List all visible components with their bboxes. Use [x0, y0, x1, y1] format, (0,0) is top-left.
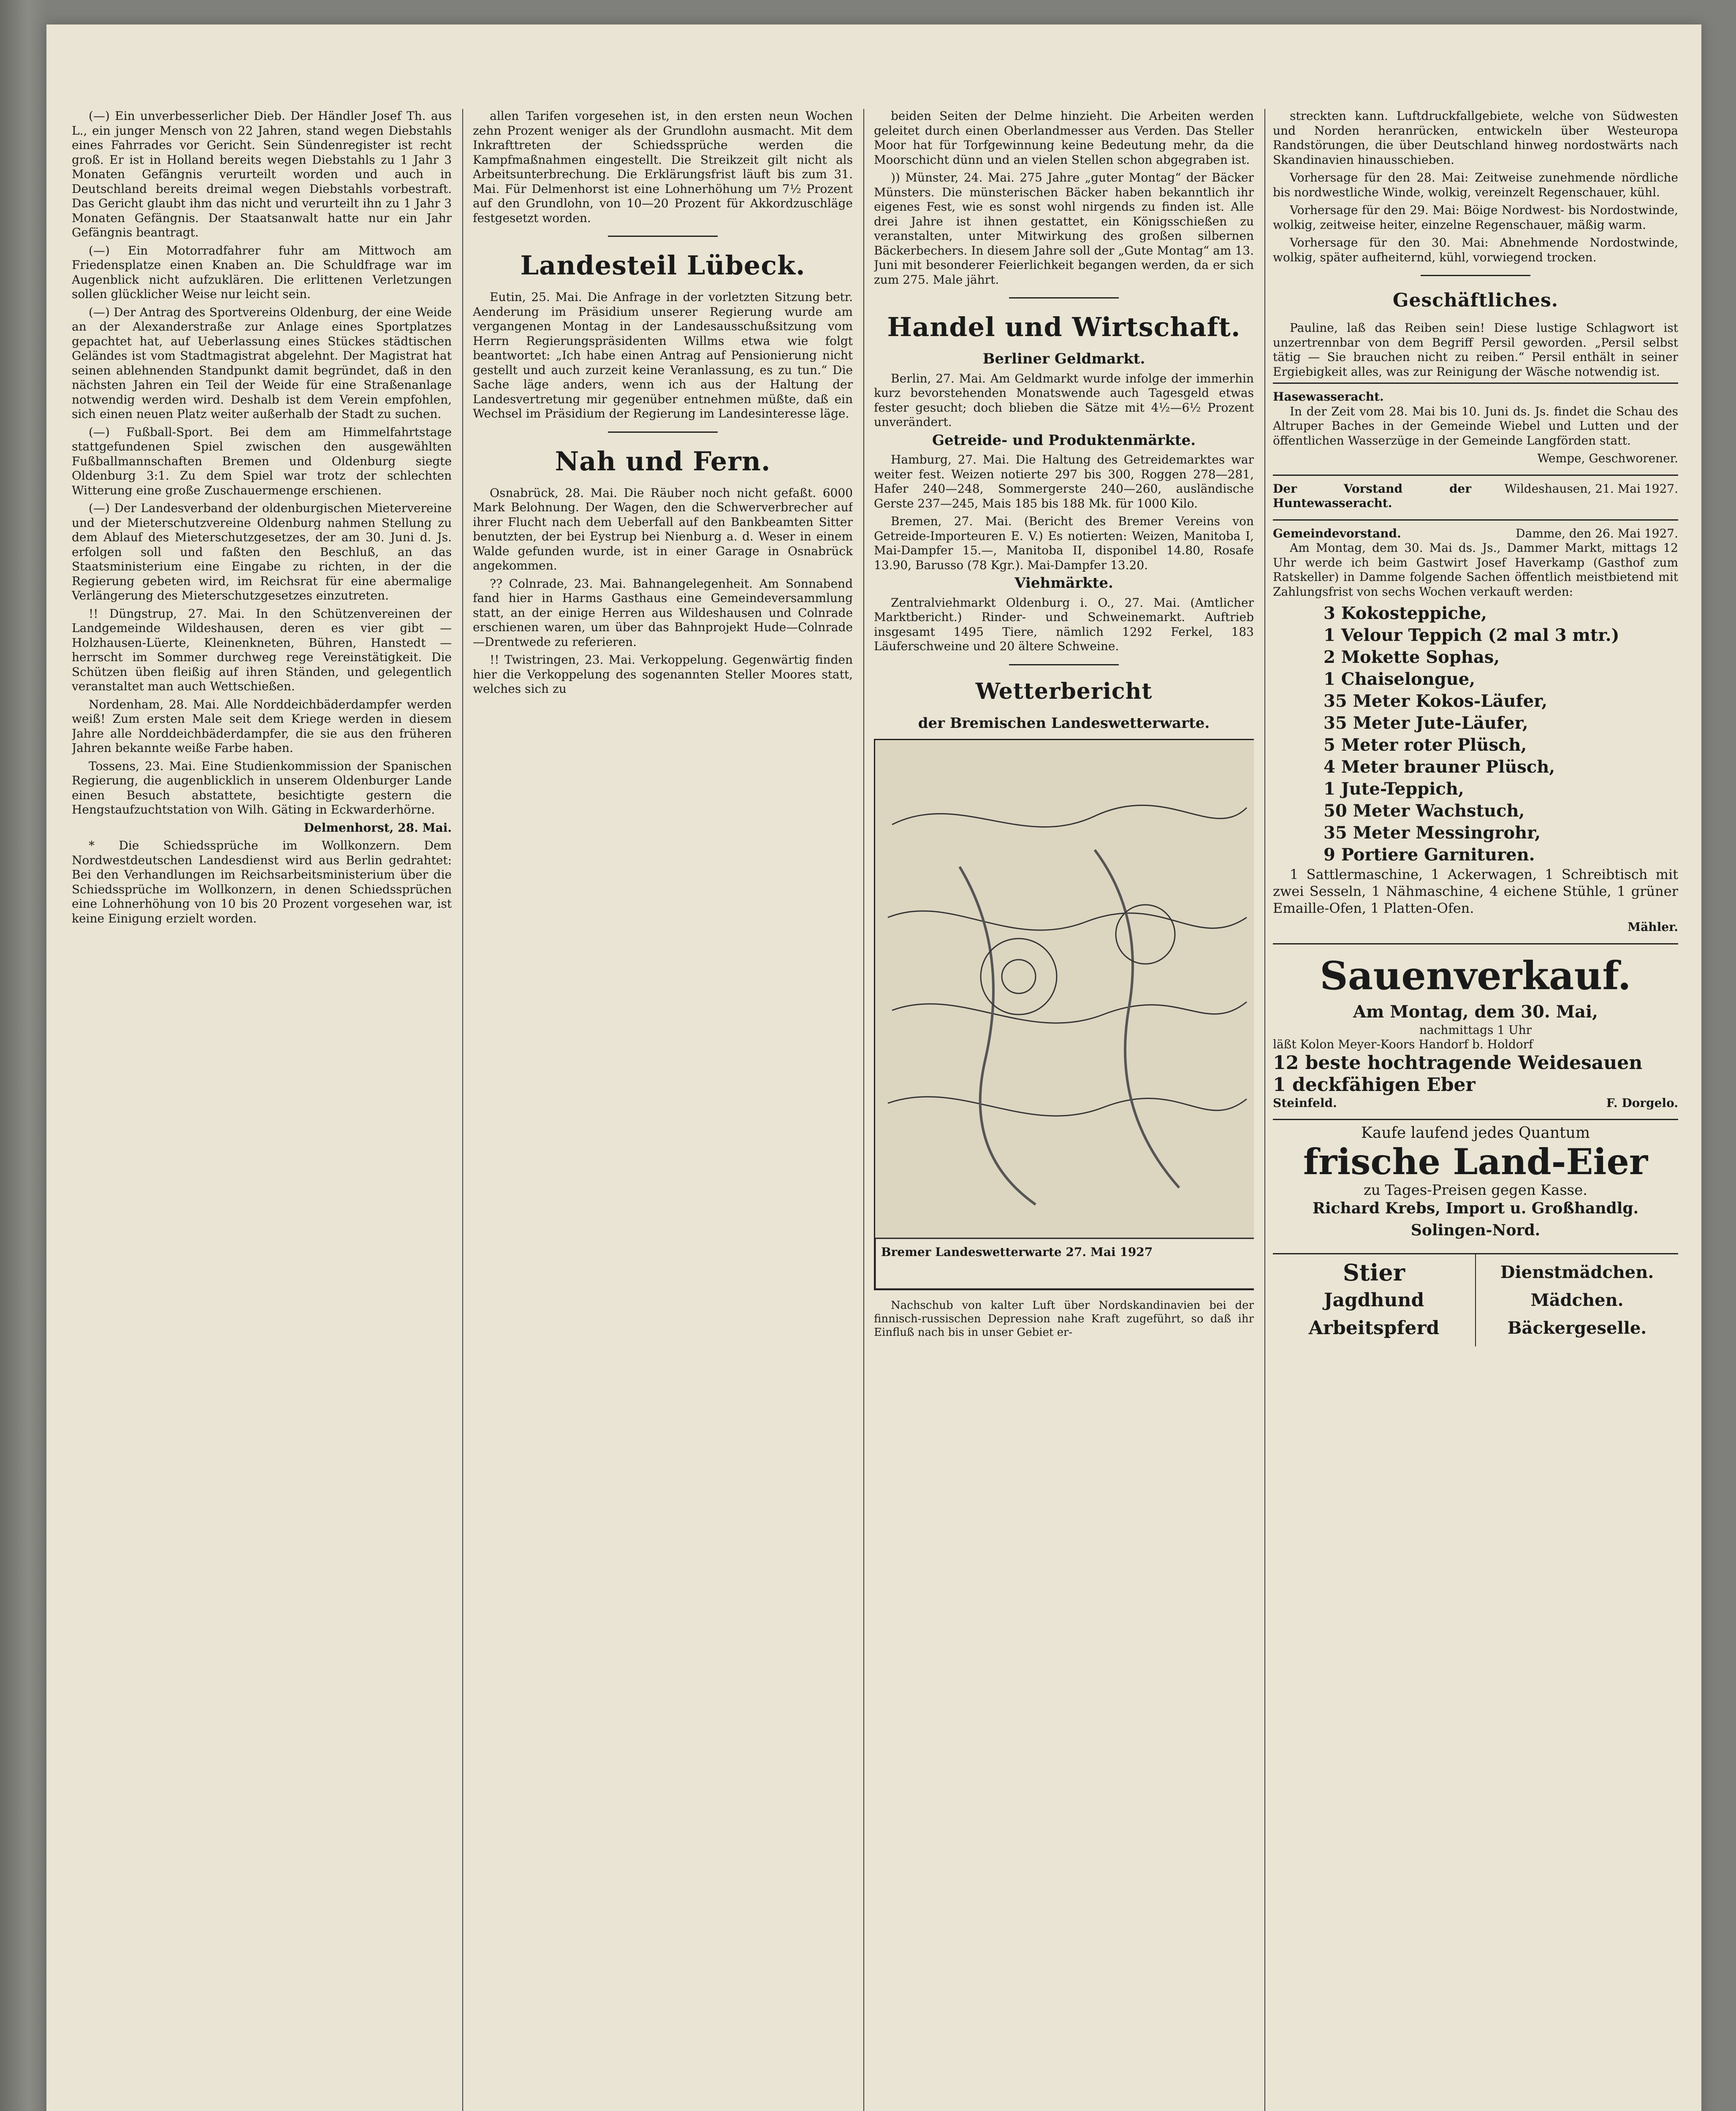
ad-small-left: [1273, 1254, 1476, 1346]
auction-item: 1 Jute-Teppich,: [1324, 779, 1464, 799]
column-4: [1273, 109, 1678, 2111]
article: ?? Colnrade, 23. Mai. Bahnangelegenheit. Am Sonnabend fand hier in Harms Gasthaus eine Gemeindeversammlung statt, an der einige Herren aus Wildeshausen und Colnrade erschienen waren, um über das Bahnprojekt Hude—Colnrade—Drentwede zu referieren.: [473, 576, 853, 649]
divider: [608, 236, 718, 237]
article: Tossens, 23. Mai. Eine Studienkommission der Spanischen Regierung, die augenblicklich in unserem Oldenburger Lande einen Besuch abstattete, besichtigte gestern die Hengstaufzuchtstation von Wilh. Gäting in Eckwarderhörne.: [72, 759, 452, 817]
ad-text: Kaufe laufend jedes Quantum: [1361, 1124, 1590, 1142]
ad-hasewasseracht: [1273, 383, 1678, 472]
article: Pauline, laß das Reiben sein! Diese lustige Schlagwort ist unzertrennbar von dem Begriff Persil geworden. „Persil selbst tätig — Sie brauchen nicht zu reiben.“ Persil enthält in seiner Ergiebigkeit alles, was zur Reinigung der Wäsche notwendig ist.: [1273, 321, 1678, 379]
column-rule: [462, 109, 463, 2111]
ad-headline: Sauenverkauf.: [1320, 952, 1631, 999]
article: Osnabrück, 28. Mai. Die Räuber noch nicht gefaßt. 6000 Mark Belohnung. Der Wagen, den die Schwerverbrecher auf ihrer Flucht nach dem Ueberfall auf den Bankbeamten Sitter benutzten, der bei Eystrup bei Nienburg a. d. Weser in einem Walde gefunden wurde, ist in einer Garage in Osnabrück angekommen.: [473, 486, 853, 573]
ad-text: Am Montag, dem 30. Mai ds. Js., Dammer Markt, mittags 12 Uhr werde ich beim Gastwirt Josef Haverkamp (Gasthof zum Ratskeller) in Damme folgende Sachen öffentlich meistbietend mit Zahlungsfrist von sechs Wochen verkauft werden:: [1273, 541, 1678, 599]
ad-headline: Stier: [1343, 1259, 1405, 1286]
ad-text: zu Tages-Preisen gegen Kasse.: [1363, 1181, 1588, 1199]
ad-text: läßt Kolon Meyer-Koors Handorf b. Holdorf: [1273, 1037, 1533, 1051]
ad-headline: Mädchen.: [1530, 1290, 1624, 1310]
article: (—) Der Antrag des Sportvereins Oldenburg, der eine Weide an der Alexanderstraße zur Anlage eines Sportplatzes gepachtet hat, auf Ueberlassung eines Stückes städtischen Geländes ist vom Stadtmagistrat abgelehnt. Der Magistrat hat seinen ablehnenden Standpunkt damit begründet, daß in den nächsten Jahren ein Teil der Weide für eine Straßenanlage notwendig werden wird. Deshalb ist dem Verein empfohlen, sich einen neuen Platz weiter außerhalb der Stadt zu suchen.: [72, 305, 452, 421]
ad-signature: Mähler.: [1628, 920, 1678, 934]
subheading: Getreide- und Produktenmärkte.: [932, 431, 1196, 449]
divider: [1421, 275, 1530, 276]
ad-huntewasseracht: [1273, 475, 1678, 517]
ad-small-right: [1476, 1254, 1678, 1346]
article: !! Twistringen, 23. Mai. Verkoppelung. Gegenwärtig finden hier die Verkoppelung des sogenannten Steller Moores statt, welches sich zu: [473, 653, 853, 696]
article: (—) Ein unverbesserlicher Dieb. Der Händler Josef Th. aus L., ein junger Mensch von 22 Jahren, stand wegen Diebstahls eines Fahrrades vor Gericht. Sein Sündenregister ist recht groß. Er ist in Holland bereits wegen Diebstahls zu 1 Jahr 3 Monaten Gefängnis verurteilt worden und auch in Deutschland bereits dreimal wegen Diebstahls vorbestraft. Das Gericht glaubt ihm das nicht und verurteilt ihn zu 1 Jahr 3 Monaten Gefängnis. Der Staatsanwalt hatte nur ein Jahr Gefängnis beantragt.: [72, 109, 452, 239]
subheading: Berliner Geldmarkt.: [982, 350, 1145, 367]
subheading: Viehmärkte.: [1014, 575, 1113, 592]
column-rule: [863, 109, 864, 2111]
divider: [1009, 664, 1119, 665]
ad-headline: Bäckergeselle.: [1507, 1318, 1647, 1338]
auction-item: 4 Meter brauner Plüsch,: [1324, 757, 1555, 777]
ad-headline: Dienstmädchen.: [1500, 1262, 1654, 1282]
ad-company: Richard Krebs, Import u. Großhandlg.: [1312, 1199, 1639, 1217]
ad-headline: frische Land-Eier: [1303, 1140, 1648, 1183]
article: Berlin, 27. Mai. Am Geldmarkt wurde infolge der immerhin kurz bevorstehenden Monatswende auch Tagesgeld etwas fester gesucht; doch blieben die Sätze mit 4½—6½ Prozent unverändert.: [874, 371, 1254, 429]
section-heading: Handel und Wirtschaft.: [887, 312, 1241, 342]
ad-title: Der Vorstand der Huntewasseracht.: [1273, 481, 1471, 510]
weather-subheading: der Bremischen Landeswetterwarte.: [918, 714, 1210, 732]
article: !! Düngstrup, 27. Mai. In den Schützenvereinen der Landgemeinde Wildeshausen, deren es vier gibt — Holzhausen-Lüerte, Kleinenkneten, Bühren, Hanstedt — herrscht im Sommer durchweg rege Vereinstätigkeit. Die Schützen üben fleißig auf ihren Ständen, und gelegentlich veranstaltet man auch Wettschießen.: [72, 606, 452, 693]
small-ads: [1273, 1253, 1678, 1346]
article: Zentralviehmarkt Oldenburg i. O., 27. Mai. (Amtlicher Marktbericht.) Rinder- und Schweinemarkt. Auftrieb insgesamt 1495 Tiere, nämlich 1292 Ferkel, 183 Läuferschweine und 20 ältere Schweine.: [874, 595, 1254, 653]
dateline: Delmenhorst, 28. Mai.: [304, 820, 452, 835]
forecast: Vorhersage für den 30. Mai: Abnehmende Nordostwinde, wolkig, später aufheiternd, kühl, vorwiegend trocken.: [1273, 236, 1678, 264]
section-heading: Nah und Fern.: [555, 445, 771, 477]
ad-place: Steinfeld.: [1273, 1096, 1337, 1110]
section-heading: Landesteil Lübeck.: [520, 250, 806, 281]
article: * Die Schiedssprüche im Wollkonzern. Dem Nordwestdeutschen Landesdienst wird aus Berlin gedrahtet: Bei den Verhandlungen im Reichsarbeitsministerium über die Schiedssprüche im Wollkonzern, in denen Schiedssprüchen eine Lohnerhöhung von 10 bis 20 Prozent vorgesehen war, ist keine Einigung erzielt worden.: [72, 838, 452, 925]
auction-item: 2 Mokette Sophas,: [1324, 647, 1500, 667]
book-binding: [0, 0, 46, 2111]
article: Bremen, 27. Mai. (Bericht des Bremer Vereins von Getreide-Importeuren E. V.) Es notierten: Weizen, Manitoba I, Mai-Dampfer 15.—, Manitoba II, disponibel 14.80, Rosafe 13.90, Barusso (78 Kgr.). Mai-Dampfer 13.20.: [874, 514, 1254, 572]
ad-auction: [1273, 519, 1678, 941]
auction-item: 35 Meter Messingrohr,: [1324, 823, 1541, 843]
auction-item: 9 Portiere Garnituren.: [1324, 845, 1535, 865]
divider: [608, 431, 718, 433]
ad-eier: [1273, 1119, 1678, 1247]
auction-item: 50 Meter Wachstuch,: [1324, 801, 1525, 821]
ad-date: Am Montag, dem 30. Mai,: [1353, 1001, 1598, 1022]
divider: [1009, 297, 1119, 298]
ad-signature: Wempe, Geschworener.: [1537, 451, 1678, 465]
weather-map-label: Bremer Landeswetterwarte 27. Mai 1927: [881, 1245, 1153, 1259]
newspaper-page: [46, 24, 1701, 2111]
weather-map: [874, 739, 1254, 1290]
auction-list: [1273, 602, 1678, 866]
auction-item: 35 Meter Kokos-Läufer,: [1324, 691, 1548, 711]
ad-text: 1 Sattlermaschine, 1 Ackerwagen, 1 Schreibtisch mit zwei Sesseln, 1 Nähmaschine, 4 eichene Stühle, 1 grüner Emaille-Ofen, 1 Platten-Ofen.: [1273, 866, 1678, 916]
auction-item: 1 Chaiselongue,: [1324, 669, 1476, 689]
article: beiden Seiten der Delme hinzieht. Die Arbeiten werden geleitet durch einen Oberlandmesser aus Verden. Das Steller Moor hat für Torfgewinnung keine Bedeutung mehr, da die Moorschicht dünn und an vielen Stellen schon abgegraben ist.: [874, 109, 1254, 167]
article: )) Münster, 24. Mai. 275 Jahre „guter Montag“ der Bäcker Münsters. Die münsterischen Bäcker haben bekanntlich ihr eigenes Fest, wie es sonst wohl nirgends zu finden ist. Alle drei Jahre ist ihnen gestattet, ein Königsschießen zu veranstalten, unter Mitwirkung des großen silbernen Bäckerbechers. In diesem Jahre soll der „Gute Montag“ am 13. Juni mit besonderer Feierlichkeit begangen werden, da er sich zum 275. Male jährt.: [874, 171, 1254, 287]
ad-headline: Arbeitspferd: [1308, 1317, 1440, 1339]
column-rule: [1264, 109, 1265, 2111]
ad-offer: 12 beste hochtragende Weidesauen: [1273, 1052, 1643, 1074]
column-1: [72, 109, 452, 2111]
column-3: [874, 109, 1254, 2111]
ad-place: Damme, den 26. Mai 1927.: [1516, 526, 1678, 540]
section-heading: Geschäftliches.: [1392, 290, 1559, 311]
weather-map-drawing: [875, 740, 1254, 1289]
article: Hamburg, 27. Mai. Die Haltung des Getreidemarktes war weiter fest. Weizen notierte 297 bis 300, Roggen 278—281, Hafer 240—248, Sommergerste 240—260, ausländische Gerste 237—245, Mais 185 bis 188 Mk. für 1000 Kilo.: [874, 453, 1254, 510]
ad-headline: Jagdhund: [1324, 1289, 1424, 1311]
ad-place: Wildeshausen, 21. Mai 1927.: [1504, 481, 1678, 496]
article: Nordenham, 28. Mai. Alle Norddeichbäderdampfer werden weiß! Zum ersten Male seit dem Kriege werden in diesem Jahre alle Norddeichbäderdampfer, die sie aus den früheren Jahren bekannte weiße Farbe haben.: [72, 697, 452, 755]
ad-sauenverkauf: [1273, 943, 1678, 1117]
auction-item: 5 Meter roter Plüsch,: [1324, 735, 1527, 755]
article: (—) Ein Motorradfahrer fuhr am Mittwoch am Friedensplatze einen Knaben an. Die Schuldfrage war im Augenblick nicht aufzuklären. Die erlittenen Verletzungen sollen glücklicher Weise nur leicht sein.: [72, 243, 452, 301]
weather-heading: Wetterbericht: [975, 678, 1153, 704]
article: (—) Der Landesverband der oldenburgischen Mietervereine und der Mieterschutzvereine Oldenburg nahmen Stellung zu dem Ablauf des Mieterschutzgesetzes, der am 30. Juni d. Js. erfolgen soll und faßten den Beschluß, an das Staatsministerium eine Eingabe zu richten, in der die Regierung gebeten wird, im Reichsrat für eine abermalige Verlängerung des Mieterschutzgesetzes einzutreten.: [72, 501, 452, 602]
article: Eutin, 25. Mai. Die Anfrage in der vorletzten Sitzung betr. Aenderung im Präsidium unserer Regierung wurde am vergangenen Montag in der Landesausschußsitzung vom Herrn Regierungspräsidenten Willms etwa wie folgt beantwortet: „Ich habe einen Antrag auf Pensionierung nicht gestellt und auch zurzeit keine Veranlassung, es zu tun.“ Die Sache läge anders, wenn ich aus der Haltung der Landesvertretung mir gegenüber entnehmen müßte, daß ein Wechsel im Präsidium der Regierung im Landesinteresse läge.: [473, 290, 853, 421]
ad-offer: 1 deckfähigen Eber: [1273, 1074, 1476, 1096]
ad-city: Solingen-Nord.: [1410, 1221, 1541, 1239]
ad-time: nachmittags 1 Uhr: [1419, 1023, 1532, 1037]
article: (—) Fußball-Sport. Bei dem am Himmelfahrtstage stattgefundenen Spiel zwischen den ausgewählten Fußballmannschaften Bremen und Oldenburg siegte Oldenburg 3:1. Zu dem Spiel war trotz der schlechten Witterung eine große Zuschauermenge erschienen.: [72, 425, 452, 497]
forecast: Vorhersage für den 28. Mai: Zeitweise zunehmende nördliche bis nordwestliche Winde, wolkig, vereinzelt Regenschauer, kühl.: [1273, 171, 1678, 199]
column-2: [473, 109, 853, 2111]
article: allen Tarifen vorgesehen ist, in den ersten neun Wochen zehn Prozent weniger als der Grundlohn ausmacht. Mit dem Inkrafttreten der Schiedssprüche werden die Kampfmaßnahmen eingestellt. Die Streikzeit gilt nicht als Arbeitsunterbrechung. Die Erklärungsfrist läuft bis zum 31. Mai. Für Delmenhorst ist eine Lohnerhöhung um 7½ Prozent auf den Grundlohn, von 10—20 Prozent für Akkordzuschläge festgesetzt worden.: [473, 109, 853, 225]
auction-item: 3 Kokosteppiche,: [1324, 603, 1487, 623]
ad-text: In der Zeit vom 28. Mai bis 10. Juni ds. Js. findet die Schau des Altruper Baches in der Gemeinde Wiebel und Lutten und der öffentlichen Wasserzüge in der Gemeinde Langförden statt.: [1273, 404, 1678, 448]
ad-signature: F. Dorgelo.: [1606, 1096, 1678, 1110]
ad-title: Gemeindevorstand.: [1273, 526, 1401, 540]
article: streckten kann. Luftdruckfallgebiete, welche von Südwesten und Norden heranrücken, entwickeln über Westeuropa Randstörungen, die über Deutschland hinweg nordostwärts nach Skandinavien hinausschieben.: [1273, 109, 1678, 167]
ad-title: Hasewasseracht.: [1273, 390, 1384, 404]
forecast: Vorhersage für den 29. Mai: Böige Nordwest- bis Nordostwinde, wolkig, zeitweise heiter, einzelne Regenschauer, mäßig warm.: [1273, 203, 1678, 232]
auction-item: 35 Meter Jute-Läufer,: [1324, 713, 1528, 733]
weather-caption: Nachschub von kalter Luft über Nordskandinavien bei der finnisch-russischen Depression nahe Kraft zugeführt, so daß ihr Einfluß nach bis in unser Gebiet er-: [874, 1299, 1254, 1339]
auction-item: 1 Velour Teppich (2 mal 3 mtr.): [1324, 625, 1619, 645]
